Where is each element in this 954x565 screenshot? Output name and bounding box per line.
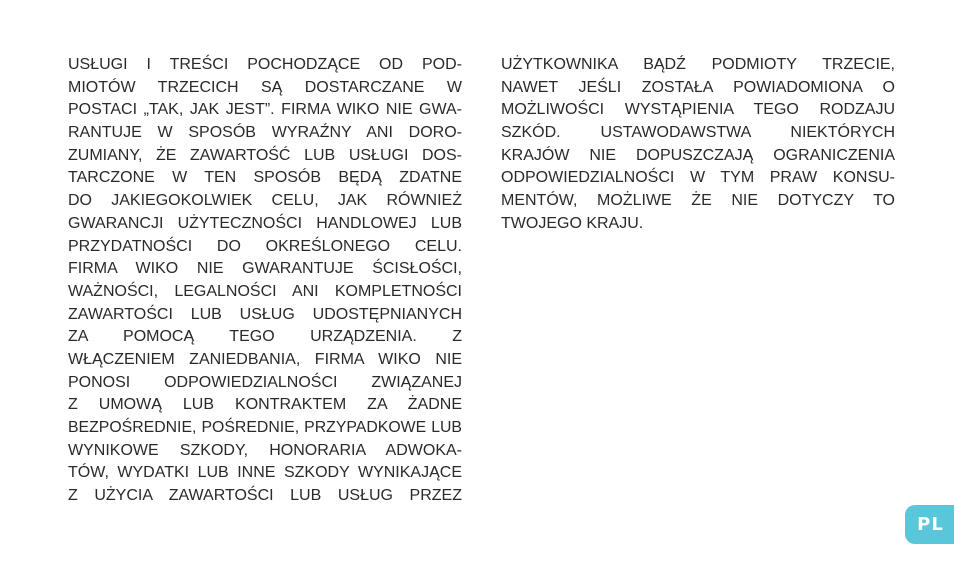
text-line: BEZPOŚREDNIE, POŚREDNIE, PRZYPADKOWE LUB xyxy=(68,419,462,436)
text-line: MOŻLIWOŚCI WYSTĄPIENIA TEGO RODZAJU xyxy=(501,101,895,119)
text-line: DO JAKIEGOKOLWIEK CELU, JAK RÓWNIEŻ xyxy=(68,192,462,210)
text-line: USŁUGI I TREŚCI POCHODZĄCE OD POD- xyxy=(68,56,462,73)
text-line: TWOJEGO KRAJU. xyxy=(501,214,644,232)
text-line: Z UMOWĄ LUB KONTRAKTEM ZA ŻADNE xyxy=(68,396,462,414)
text-line: WYNIKOWE SZKODY, HONORARIA ADWOKA- xyxy=(68,441,462,459)
right-text-column xyxy=(501,54,895,236)
text-line: WŁĄCZENIEM ZANIEDBANIA, FIRMA WIKO NIE xyxy=(68,350,462,368)
text-line: RANTUJE W SPOSÓB WYRAŹNY ANI DORO- xyxy=(68,124,462,142)
language-tab: PL xyxy=(905,505,954,544)
text-line: GWARANCJI UŻYTECZNOŚCI HANDLOWEJ LUB xyxy=(68,214,462,232)
text-line: POSTACI „TAK, JAK JEST”. FIRMA WIKO NIE GWA- xyxy=(68,101,462,119)
text-line: ZAWARTOŚCI LUB USŁUG UDOSTĘPNIANYCH xyxy=(68,305,462,323)
text-line: KRAJÓW NIE DOPUSZCZAJĄ OGRANICZENIA xyxy=(501,146,895,164)
text-line: MIOTÓW TRZECICH SĄ DOSTARCZANE W xyxy=(68,78,462,96)
text-line: Z UŻYCIA ZAWARTOŚCI LUB USŁUG PRZEZ xyxy=(68,487,462,505)
text-line: UŻYTKOWNIKA BĄDŹ PODMIOTY TRZECIE, xyxy=(501,56,895,73)
text-line: ODPOWIEDZIALNOŚCI W TYM PRAW KONSU- xyxy=(501,169,895,187)
text-line: NAWET JEŚLI ZOSTAŁA POWIADOMIONA O xyxy=(501,78,895,96)
left-text-column xyxy=(68,54,462,508)
text-line: ZUMIANY, ŻE ZAWARTOŚĆ LUB USŁUGI DOS- xyxy=(68,146,462,164)
text-line: MENTÓW, MOŻLIWE ŻE NIE DOTYCZY TO xyxy=(501,192,895,210)
text-line: TÓW, WYDATKI LUB INNE SZKODY WYNIKAJĄCE xyxy=(68,464,462,482)
text-line: ZA POMOCĄ TEGO URZĄDZENIA. Z xyxy=(68,328,462,346)
text-line: TARCZONE W TEN SPOSÓB BĘDĄ ZDATNE xyxy=(68,169,462,187)
text-line: FIRMA WIKO NIE GWARANTUJE ŚCISŁOŚCI, xyxy=(68,260,462,278)
text-line: PONOSI ODPOWIEDZIALNOŚCI ZWIĄZANEJ xyxy=(68,373,462,391)
text-line: SZKÓD. USTAWODAWSTWA NIEKTÓRYCH xyxy=(501,124,895,142)
text-line: PRZYDATNOŚCI DO OKREŚLONEGO CELU. xyxy=(68,237,462,255)
text-line: WAŻNOŚCI, LEGALNOŚCI ANI KOMPLETNOŚCI xyxy=(68,282,462,300)
